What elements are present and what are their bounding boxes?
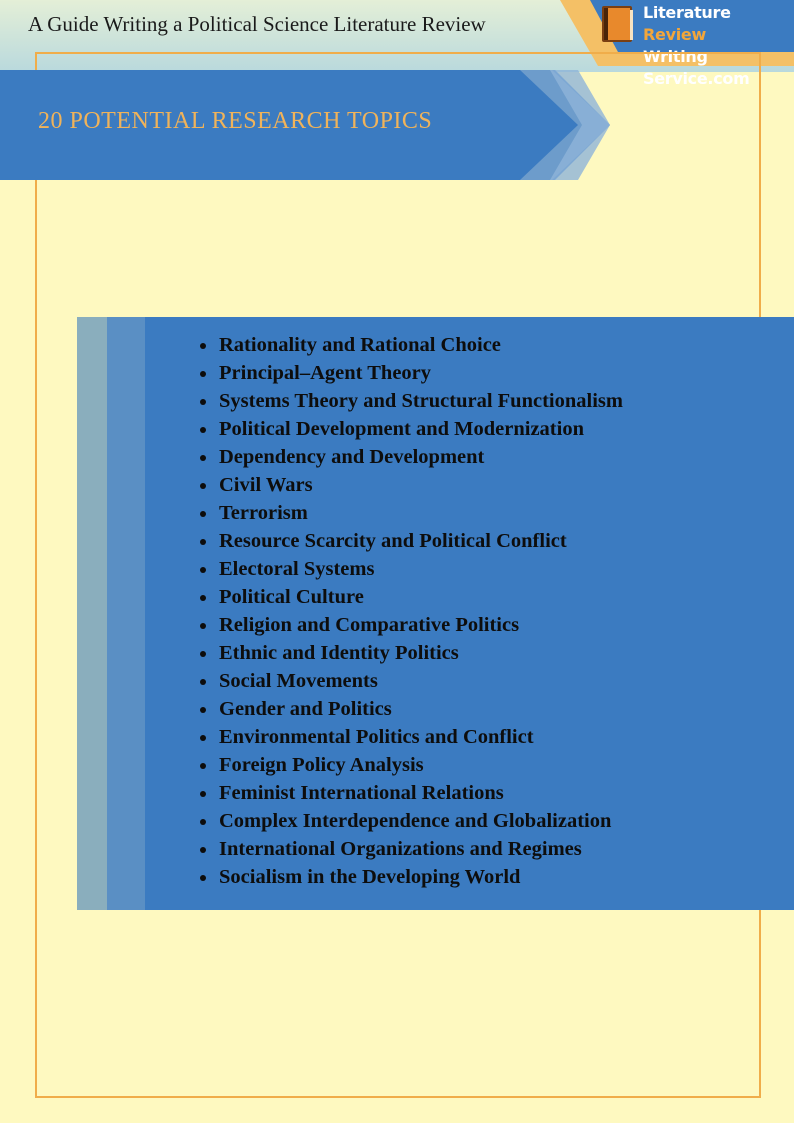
panel-stripe-light xyxy=(77,317,107,910)
book-icon xyxy=(600,4,636,44)
list-item: Socialism in the Developing World xyxy=(200,863,623,891)
list-item: Feminist International Relations xyxy=(200,779,623,807)
list-item: Environmental Politics and Conflict xyxy=(200,723,623,751)
logo-line1-accent: Review xyxy=(643,25,706,44)
logo-line1-part1: Literature xyxy=(643,3,731,22)
document-title: A Guide Writing a Political Science Literature Review xyxy=(28,12,486,36)
list-item: Terrorism xyxy=(200,499,623,527)
list-item: Civil Wars xyxy=(200,471,623,499)
list-item: Religion and Comparative Politics xyxy=(200,611,623,639)
list-item: Ethnic and Identity Politics xyxy=(200,639,623,667)
topic-list xyxy=(200,331,623,891)
list-item: Political Development and Modernization xyxy=(200,415,623,443)
panel-stripe-mid xyxy=(107,317,145,910)
list-item: Dependency and Development xyxy=(200,443,623,471)
list-item: Political Culture xyxy=(200,583,623,611)
list-item: Social Movements xyxy=(200,667,623,695)
list-item: Rationality and Rational Choice xyxy=(200,331,623,359)
list-item: Electoral Systems xyxy=(200,555,623,583)
list-item: Principal–Agent Theory xyxy=(200,359,623,387)
list-item: Resource Scarcity and Political Conflict xyxy=(200,527,623,555)
list-item: International Organizations and Regimes xyxy=(200,835,623,863)
banner-title: 20 POTENTIAL RESEARCH TOPICS xyxy=(38,108,433,134)
list-item: Systems Theory and Structural Functionalism xyxy=(200,387,623,415)
list-item: Foreign Policy Analysis xyxy=(200,751,623,779)
list-item: Gender and Politics xyxy=(200,695,623,723)
logo-line2: Writing Service.com xyxy=(643,47,750,88)
list-item: Complex Interdependence and Globalization xyxy=(200,807,623,835)
